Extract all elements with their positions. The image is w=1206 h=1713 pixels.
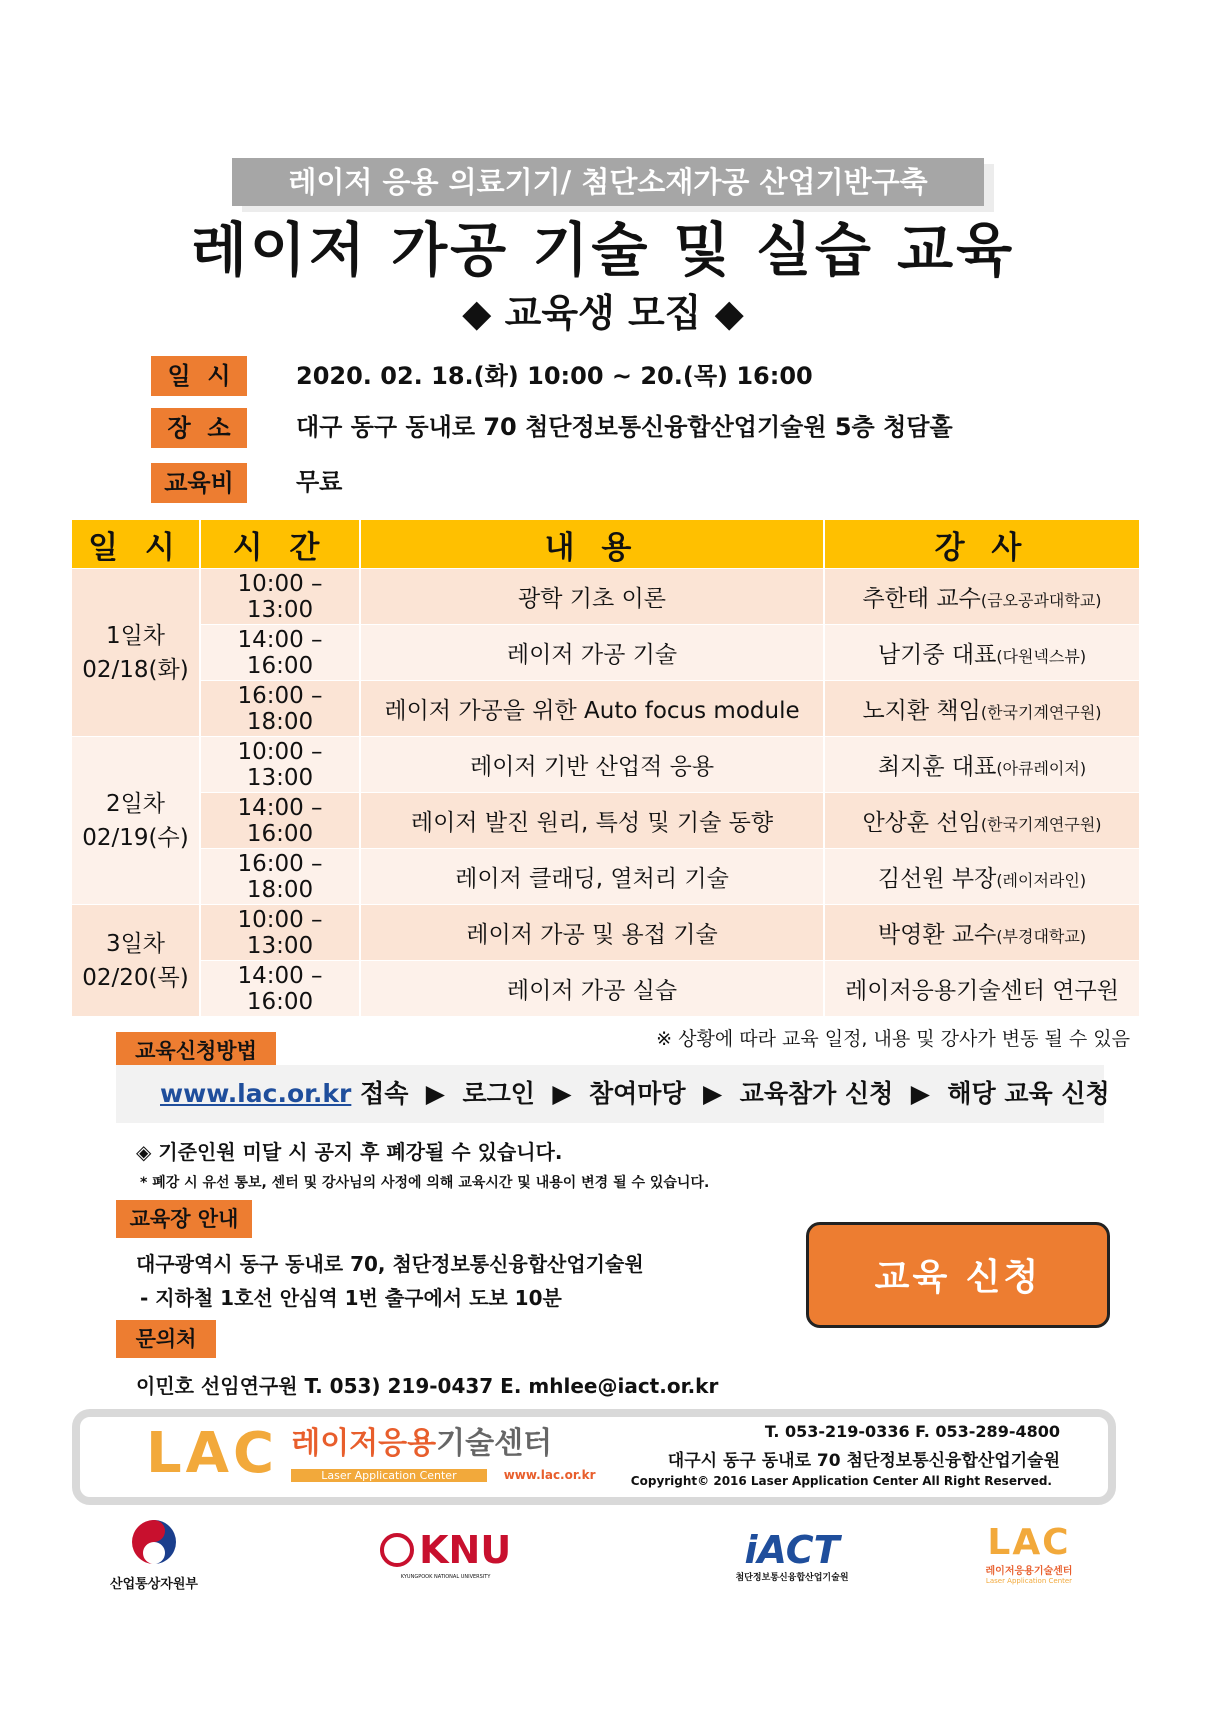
day-date: 02/18(화) [82, 656, 189, 683]
lecturer-affiliation: (금오공과대학교) [980, 591, 1102, 610]
contact-label: 문의처 [116, 1320, 216, 1358]
lecturer-cell [824, 681, 1140, 737]
content-cell: 레이저 발진 원리, 특성 및 기술 동향 [360, 793, 824, 849]
content-cell: 레이저 가공 및 용접 기술 [360, 905, 824, 961]
lecturer-affiliation: (한국기계연구원) [980, 703, 1102, 722]
schedule-change-note: ※ 상황에 따라 교육 일정, 내용 및 강사가 변동 될 수 있음 [656, 1028, 1130, 1050]
arrow-icon: ▶ [552, 1079, 572, 1108]
step-apply-course: 해당 교육 신청 [947, 1079, 1110, 1108]
day-cell [72, 905, 200, 1017]
lecturer-cell [824, 625, 1140, 681]
time-cell: 16:00 – 18:00 [200, 681, 360, 737]
content-cell: 광학 기초 이론 [360, 569, 824, 625]
footer-copyright: Copyright© 2016 Laser Application Center All Right Reserved. [630, 1474, 1052, 1488]
iact-caption: 첨단정보통신융합산업기술원 [735, 1573, 849, 1583]
table-row [72, 793, 1140, 849]
table-row [72, 905, 1140, 961]
lac-logo-english: Laser Application Center [291, 1469, 486, 1482]
time-cell: 14:00 – 16:00 [200, 625, 360, 681]
page-title: 레이저 가공 기술 및 실습 교육 [190, 216, 1016, 284]
fee-value: 무료 [296, 468, 343, 496]
content-cell: 레이저 가공을 위한 Auto focus module [360, 681, 824, 737]
lecturer-name: 박영환 교수 [877, 922, 997, 948]
col-header-date: 일 시 [72, 520, 200, 569]
taegeuk-icon [127, 1515, 181, 1569]
recruit-heading: ◆ 교육생 모집 ◆ [462, 291, 744, 335]
application-steps [160, 1065, 1110, 1123]
lecturer-cell [824, 737, 1140, 793]
lecturer-name: 추한태 교수 [862, 586, 981, 612]
lecturer-name: 김선원 부장 [877, 866, 997, 892]
venue-label: 교육장 안내 [116, 1200, 252, 1238]
step-login: 로그인 [462, 1079, 535, 1108]
lecturer-cell [824, 849, 1140, 905]
time-cell: 16:00 – 18:00 [200, 849, 360, 905]
knu-logo [380, 1528, 511, 1580]
content-cell: 레이저 기반 산업적 응용 [360, 737, 824, 793]
lac-partner-korean: 레이저응용기술센터 [985, 1566, 1073, 1577]
time-cell: 10:00 – 13:00 [200, 905, 360, 961]
website-link[interactable]: www.lac.or.kr [160, 1079, 352, 1108]
table-row [72, 569, 1140, 625]
step-apply-participation: 교육참가 신청 [739, 1079, 894, 1108]
time-cell: 14:00 – 16:00 [200, 793, 360, 849]
content-cell: 레이저 가공 실습 [360, 961, 824, 1017]
lecturer-affiliation: (한국기계연구원) [980, 815, 1102, 834]
lac-partner-logo [976, 1524, 1082, 1585]
lac-logo-letters: LAC [146, 1421, 279, 1486]
iact-wordmark: iACT [744, 1528, 840, 1572]
date-value: 2020. 02. 18.(화) 10:00 ~ 20.(목) 16:00 [296, 362, 813, 390]
lac-logo-korean-b: 기술센터 [436, 1426, 553, 1461]
table-row [72, 625, 1140, 681]
day-cell [72, 737, 200, 905]
knu-wordmark: KNU [419, 1528, 512, 1572]
arrow-icon: ▶ [425, 1079, 446, 1108]
cancellation-detail: * 폐강 시 유선 통보, 센터 및 강사님의 사정에 의해 교육시간 및 내용이 변경 될 수 있습니다. [140, 1175, 710, 1191]
lecturer-cell [824, 905, 1140, 961]
lecturer-name: 최지훈 대표 [877, 754, 997, 780]
day-date: 02/20(목) [82, 964, 189, 991]
lecturer-cell [824, 961, 1140, 1017]
place-value: 대구 동구 동내로 70 첨단정보통신융합산업기술원 5층 청담홀 [296, 413, 953, 441]
place-label: 장 소 [151, 408, 247, 448]
motie-caption: 산업통상자원부 [110, 1577, 198, 1592]
lecturer-name: 안상훈 선임 [862, 810, 981, 836]
lecturer-name: 노지환 책임 [862, 698, 981, 724]
apply-button[interactable]: 교육 신청 [806, 1222, 1110, 1328]
lecturer-affiliation: (레이저라인) [996, 871, 1087, 890]
col-header-content: 내 용 [360, 520, 824, 569]
venue-address: 대구광역시 동구 동내로 70, 첨단정보통신융합산업기술원 [136, 1252, 644, 1276]
schedule-header-row [72, 520, 1140, 569]
day-label: 1일차 [105, 622, 166, 649]
fee-label: 교육비 [151, 463, 247, 503]
arrow-icon: ▶ [703, 1079, 723, 1108]
time-cell: 10:00 – 13:00 [200, 737, 360, 793]
application-method-label: 교육신청방법 [116, 1032, 276, 1070]
cancellation-warning: ◈ 기준인원 미달 시 공지 후 폐강될 수 있습니다. [136, 1140, 563, 1164]
venue-directions: - 지하철 1호선 안심역 1번 출구에서 도보 10분 [140, 1286, 562, 1310]
time-cell: 14:00 – 16:00 [200, 961, 360, 1017]
day-label: 2일차 [105, 790, 166, 817]
day-label: 3일차 [105, 930, 166, 957]
lecturer-affiliation: (아큐레이저) [996, 759, 1087, 778]
lecturer-cell [824, 569, 1140, 625]
lecturer-name: 레이저응용기술센터 연구원 [845, 978, 1119, 1004]
col-header-time: 시 간 [200, 520, 360, 569]
step-participation: 참여마당 [588, 1079, 686, 1108]
time-cell: 10:00 – 13:00 [200, 569, 360, 625]
lac-logo [146, 1421, 596, 1486]
footer-address: 대구시 동구 동내로 70 첨단정보통신융합산업기술원 [667, 1451, 1060, 1471]
lac-logo-korean-a: 레이저응용 [291, 1426, 437, 1461]
date-label: 일 시 [151, 356, 247, 396]
iact-logo [732, 1530, 852, 1583]
lecturer-affiliation: (다원넥스뷰) [996, 647, 1087, 666]
arrow-icon: ▶ [910, 1079, 930, 1108]
lac-partner-letters: LAC [987, 1522, 1071, 1563]
step-connect: 접속 [360, 1079, 409, 1108]
content-cell: 레이저 가공 기술 [360, 625, 824, 681]
knu-caption: KYUNGPOOK NATIONAL UNIVERSITY [400, 1574, 491, 1580]
footer-phone-fax: T. 053-219-0336 F. 053-289-4800 [764, 1422, 1060, 1441]
day-date: 02/19(수) [82, 824, 189, 851]
lecturer-affiliation: (부경대학교) [996, 927, 1087, 946]
schedule-table [72, 520, 1141, 1016]
lecturer-cell [824, 793, 1140, 849]
table-row [72, 737, 1140, 793]
content-cell: 레이저 클래딩, 열처리 기술 [360, 849, 824, 905]
col-header-lecturer: 강 사 [824, 520, 1140, 569]
table-row [72, 849, 1140, 905]
contact-info: 이민호 선임연구원 T. 053) 219-0437 E. mhlee@iact.or.kr [136, 1374, 719, 1398]
lac-logo-url: www.lac.or.kr [503, 1468, 596, 1482]
motie-logo [92, 1515, 216, 1592]
lac-partner-english: Laser Application Center [985, 1577, 1073, 1585]
day-cell [72, 569, 200, 737]
table-row [72, 681, 1140, 737]
subtitle-banner: 레이저 응용 의료기기/ 첨단소재가공 산업기반구축 [232, 158, 984, 206]
knu-emblem-icon [380, 1533, 414, 1567]
table-row [72, 961, 1140, 1017]
lecturer-name: 남기중 대표 [877, 642, 997, 668]
